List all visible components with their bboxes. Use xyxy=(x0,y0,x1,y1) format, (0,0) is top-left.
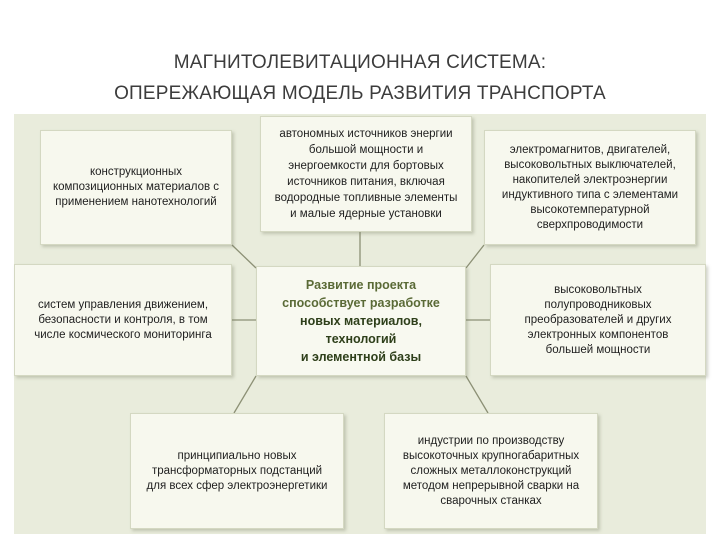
center-text-line: и элементной базы xyxy=(300,350,422,364)
box-composites xyxy=(40,130,232,245)
box-text-line: сверхпроводимости xyxy=(536,218,644,231)
box-electromagnets xyxy=(484,130,696,245)
center-text-line: Развитие проекта xyxy=(305,278,417,292)
box-text-line: водородные топливные элементы xyxy=(274,192,458,204)
center-text-line: новых материалов, xyxy=(300,314,422,328)
box-text-line: энергоемкости для бортовых xyxy=(288,160,444,172)
box-text-line: индустрии по производству xyxy=(417,434,565,447)
center-text-line: технологий xyxy=(325,332,397,346)
link-pipes xyxy=(466,376,488,413)
title-line-2: ОПЕРЕЖАЮЩАЯ МОДЕЛЬ РАЗВИТИЯ ТРАНСПОРТА xyxy=(114,83,606,104)
box-control-systems xyxy=(14,264,232,376)
box-text-line: сварочных станках xyxy=(440,494,542,507)
box-text-line: накопителей электроэнергии xyxy=(512,173,668,186)
box-text-line: систем управления движением, xyxy=(37,298,209,311)
link-substations xyxy=(234,376,256,413)
box-text-line: полупроводниковых xyxy=(544,298,652,311)
box-text-line: индуктивного типа с элементами xyxy=(501,188,679,201)
box-text-line: трансформаторных подстанций xyxy=(151,464,323,477)
box-text-line: большой мощности и xyxy=(308,144,424,156)
box-text-line: высокотемпературной xyxy=(530,203,650,216)
box-text-line: источников питания, включая xyxy=(287,176,445,188)
box-converters xyxy=(490,264,706,376)
box-text-line: и малые ядерные установки xyxy=(290,208,442,220)
box-text-line: высоковольтных выключателей, xyxy=(504,158,676,171)
center-box xyxy=(256,266,466,376)
box-power-sources xyxy=(260,116,472,232)
box-text-line: автономных источников энергии xyxy=(279,128,453,140)
box-text-line: высокоточных крупногабаритных xyxy=(402,449,580,462)
box-text-line: принципиально новых xyxy=(177,449,297,462)
box-text-line: для всех сфер электроэнергетики xyxy=(146,479,328,492)
box-text-line: высоковольтных xyxy=(554,283,642,296)
box-text-line: электронных компонентов xyxy=(527,328,669,341)
center-text-line: способствует разработке xyxy=(282,296,440,310)
box-text-line: композиционных материалов с xyxy=(52,181,220,193)
title-line-1: МАГНИТОЛЕВИТАЦИОННАЯ СИСТЕМА: xyxy=(173,52,547,73)
box-text-line: большей мощности xyxy=(545,343,651,356)
box-text-line: безопасности и контроля, в том xyxy=(38,313,208,326)
box-pipes xyxy=(384,413,598,529)
box-text-line: электромагнитов, двигателей, xyxy=(509,143,671,156)
link-composites xyxy=(232,245,256,268)
link-electromagnets xyxy=(466,245,484,268)
box-text-line: конструкционных xyxy=(89,166,183,178)
box-text-line: преобразователей и других xyxy=(524,313,672,326)
box-text-line: методом непрерывной сварки на xyxy=(402,479,580,492)
box-substations xyxy=(130,413,344,529)
box-text-line: применением нанотехнологий xyxy=(55,196,217,208)
box-text-line: сложных металлоконструкций xyxy=(410,464,572,477)
box-text-line: числе космического мониторинга xyxy=(34,328,212,341)
